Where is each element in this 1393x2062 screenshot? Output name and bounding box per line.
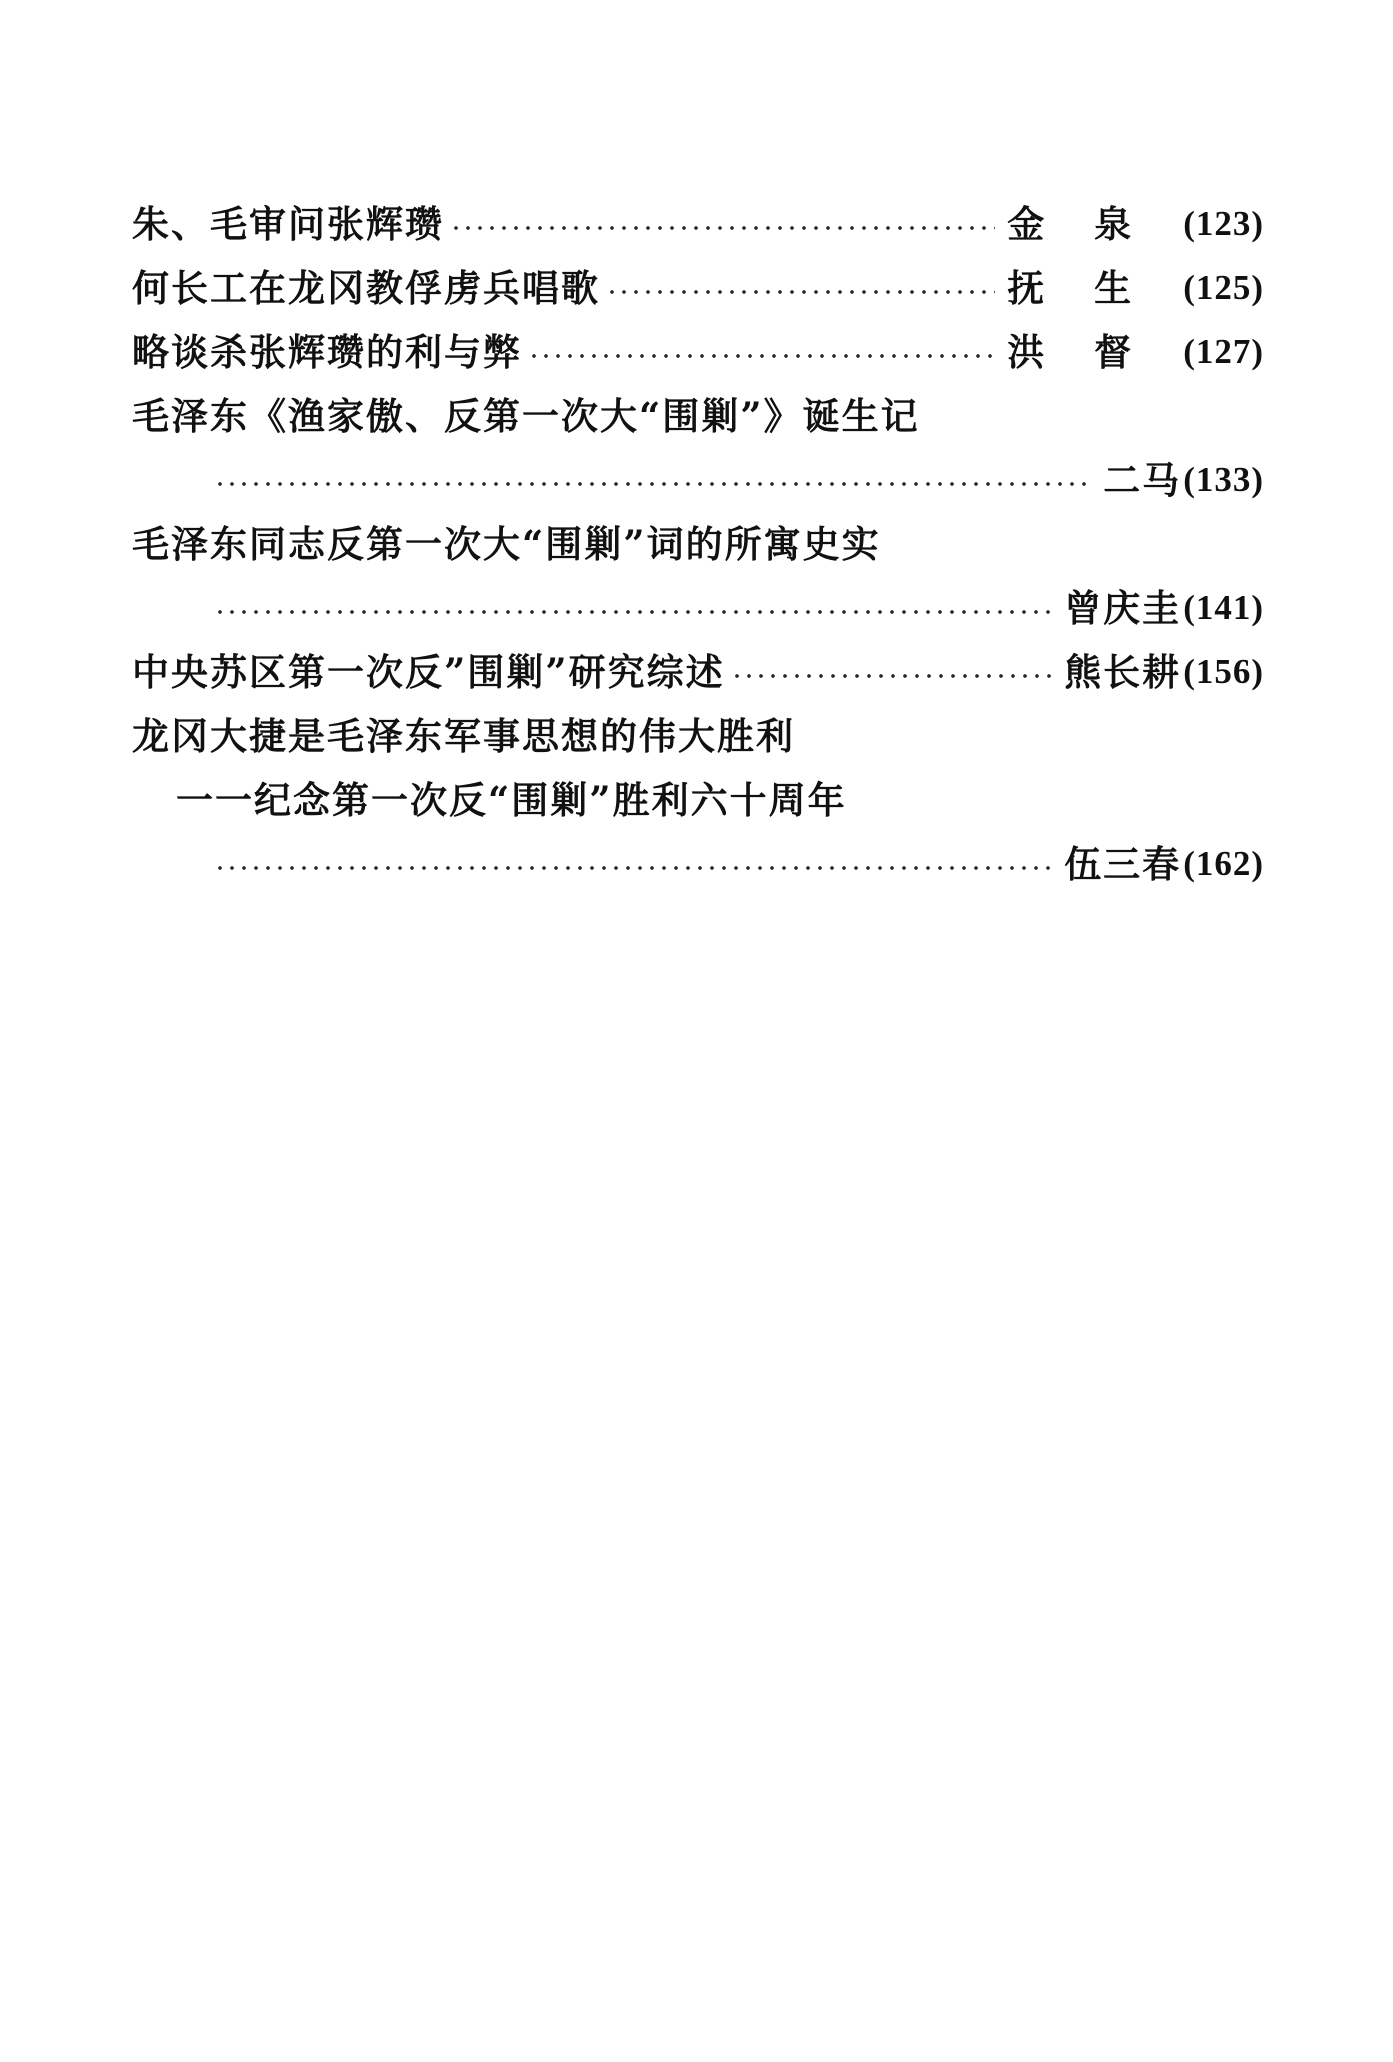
- dot-leader: [606, 290, 995, 294]
- toc-entry: [132, 196, 1264, 252]
- dot-leader: [731, 674, 1053, 678]
- entry-subtitle: 一一纪念第一次反“围剿”胜利六十周年: [176, 778, 847, 822]
- entry-author: 曾庆圭: [1064, 586, 1182, 630]
- toc-entry: [132, 260, 1264, 316]
- toc-entry: [214, 836, 1264, 892]
- entry-author: 洪督: [1007, 330, 1182, 374]
- entry-title: 朱、毛审问张辉瓒: [132, 202, 444, 246]
- entry-title: 何长工在龙冈教俘虏兵唱歌: [132, 266, 600, 310]
- entry-title: 毛泽东同志反第一次大“围剿”词的所寓史实: [132, 522, 881, 566]
- entry-author: 二马: [1103, 458, 1182, 502]
- dot-leader: [450, 226, 995, 230]
- entry-page: (162): [1183, 844, 1264, 883]
- entry-author: 伍三春: [1064, 842, 1182, 886]
- toc-entry: [214, 580, 1264, 636]
- toc-entry: [132, 324, 1264, 380]
- entry-page: (141): [1183, 588, 1264, 627]
- entry-title: 龙冈大捷是毛泽东军事思想的伟大胜利: [132, 714, 795, 758]
- entry-author: 抚生: [1007, 266, 1182, 310]
- entry-page: (156): [1183, 652, 1264, 691]
- entry-title: 略谈杀张辉瓒的利与弊: [132, 330, 522, 374]
- entry-author: 金泉: [1007, 202, 1182, 246]
- toc-entry: [214, 452, 1264, 508]
- dot-leader: [214, 866, 1052, 870]
- toc-entry: [132, 644, 1264, 700]
- dot-leader: [214, 610, 1052, 614]
- dot-leader: [214, 482, 1091, 486]
- entry-page: (127): [1183, 332, 1264, 371]
- entry-author: 熊长耕: [1064, 650, 1182, 694]
- entry-title: 毛泽东《渔家傲、反第一次大“围剿”》诞生记: [132, 394, 920, 438]
- entry-page: (133): [1183, 460, 1264, 499]
- dot-leader: [528, 354, 995, 358]
- entry-page: (123): [1183, 204, 1264, 243]
- entry-page: (125): [1183, 268, 1264, 307]
- entry-title: 中央苏区第一次反”围剿”研究综述: [132, 650, 725, 694]
